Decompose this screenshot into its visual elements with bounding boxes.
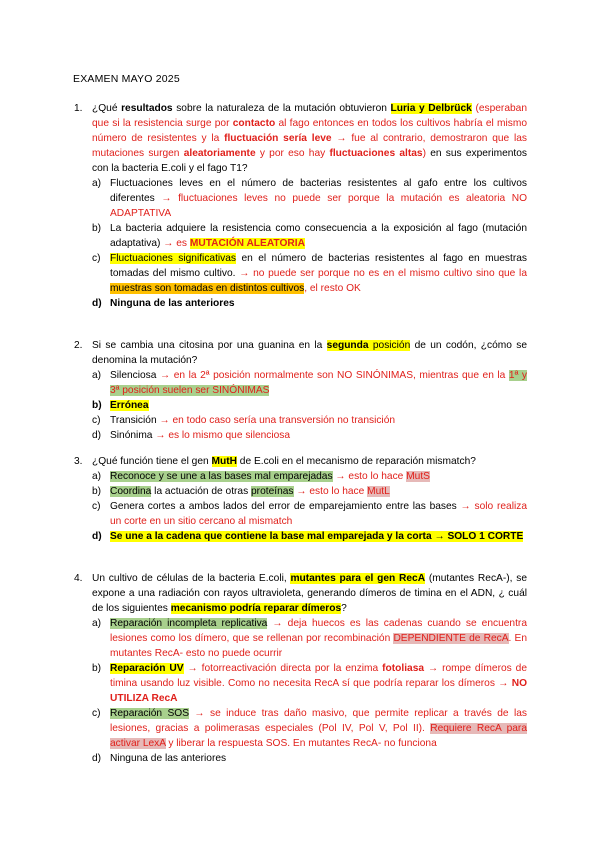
option-b: b) La bacteria adquiere la resistencia como consecuencia a la exposición al fago (mutación adaptativa) → es MUTACIÓN ALEATORIA (92, 223, 527, 249)
options-list (92, 616, 527, 766)
option-d: d) Se une a la cadena que contiene la base mal emparejada y la corta → SOLO 1 CORTE (92, 531, 524, 542)
question-text: ¿Qué función tiene el gen MutH de E.coli en el mecanismo de reparación mismatch? (92, 456, 476, 467)
question-2 (74, 338, 527, 443)
question-text: Si se cambia una citosina por una guanina en la segunda posición de un codón, ¿cómo se denomina la mutación? (92, 340, 527, 366)
option-d: d) Sinónima → es lo mismo que silenciosa (92, 430, 291, 441)
option-b: b) Errónea (92, 400, 149, 411)
question-3 (74, 454, 527, 544)
option-b: b) Coordina la actuación de otras proteínas → esto lo hace MutL (92, 486, 390, 497)
question-text: Un cultivo de células de la bacteria E.coli, mutantes para el gen RecA (mutantes RecA-), se expone a una radiación con rayos ultravioleta, generando dímeros de timina en el ADN, ¿ cuál de los siguientes mecanismo podría reparar dímeros? (92, 573, 527, 614)
question-number: 3. (74, 456, 83, 467)
option-d: d) Ninguna de las anteriores (92, 753, 227, 764)
option-d: d) Ninguna de las anteriores (92, 298, 235, 309)
options-list (92, 469, 527, 544)
page-title: EXAMEN MAYO 2025 (73, 73, 180, 85)
option-b: b) Reparación UV → fotorreactivación directa por la enzima fotoliasa → rompe dímeros de timina usando luz visible. Como no necesita RecA sí que podría reparar los dímeros → NO UTILIZA RecA (92, 663, 527, 704)
option-a: a) Reconoce y se une a las bases mal emparejadas → esto lo hace MutS (92, 471, 430, 482)
option-c: c) Reparación SOS → se induce tras daño masivo, que permite replicar a través de las lesiones, gracias a polimerasas especiales (Pol IV, Pol V, Pol II). Requiere RecA para activar LexA y liberar la respuesta SOS. En mutantes RecA- no funciona (92, 708, 527, 749)
question-1 (74, 101, 527, 311)
question-number: 2. (74, 340, 83, 351)
option-c: c) Transición → en todo caso sería una transversión no transición (92, 415, 396, 426)
option-a: a) Fluctuaciones leves en el número de bacterias resistentes al gafo entre los cultivos diferentes → fluctuaciones leves no puede ser porque la mutación es aleatoria NO ADAPTATIVA (92, 178, 527, 219)
option-c: c) Fluctuaciones significativas en el número de bacterias resistentes al fago en muestras tomadas del mismo cultivo. → no puede ser porque no es en el mismo cultivo sino que la muestras son tomadas en distintos cultivos, el resto OK (92, 253, 527, 294)
options-list (92, 176, 527, 311)
option-c: c) Genera cortes a ambos lados del error de emparejamiento entre las bases → solo realiza un corte en un sitio cercano al mismatch (92, 501, 527, 527)
question-4 (74, 571, 527, 766)
question-text: ¿Qué resultados sobre la naturaleza de la mutación obtuvieron Luria y Delbrück (esperaban que si la resistencia surge por contacto al fago entonces en todos los cultivos habría el mismo número de resistentes y la fluctuación sería leve → fue al contrario, demostraron que las mutaciones surgen aleatoriamente y por eso hay fluctuaciones altas) en sus experimentos con la bacteria E.coli y el fago T1? (92, 103, 527, 174)
question-number: 1. (74, 103, 83, 114)
option-a: a) Silenciosa → en la 2ª posición normalmente son NO SINÓNIMAS, mientras que en la 1ª y 3ª posición suelen ser SINÓNIMAS (92, 370, 527, 396)
options-list (92, 368, 527, 443)
option-a: a) Reparación incompleta replicativa → deja huecos es las cadenas cuando se encuentra lesiones como los dímero, que se rellenan por recombinación DEPENDIENTE de RecA. En mutantes RecA- esto no puede ocurrir (92, 618, 527, 659)
question-number: 4. (74, 573, 83, 584)
